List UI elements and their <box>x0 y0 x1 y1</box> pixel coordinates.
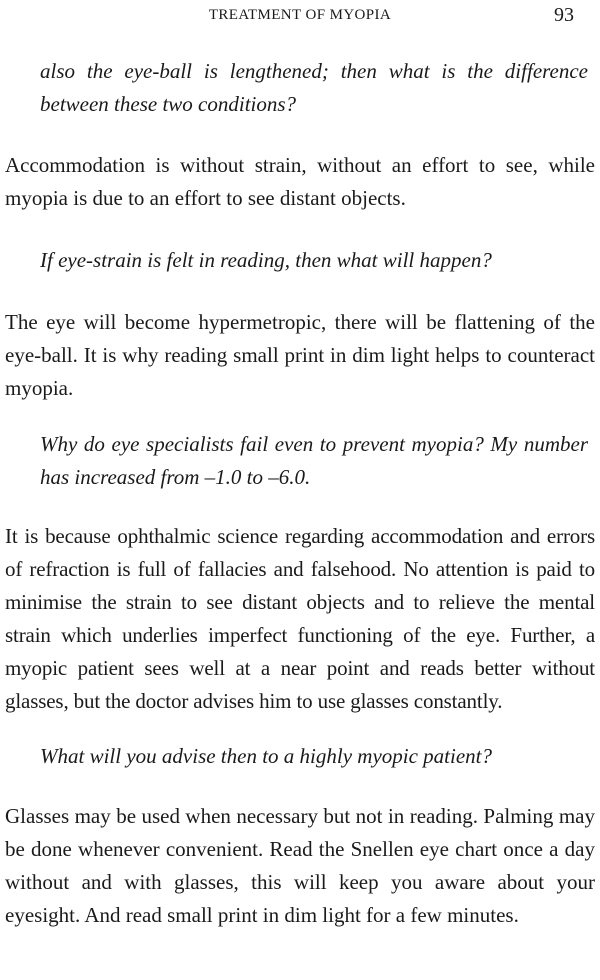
question-paragraph-4: What will you advise then to a highly myopic patient? <box>40 744 493 768</box>
answer-paragraph-4: Glasses may be used when necessary but not in reading. Palming may be done whenever convenient. Read the Snellen eye chart once a day without and with glasses, this will keep you aware about your eyesight. And read small print in dim light for a few minutes. <box>5 804 595 927</box>
answer-paragraph-2: The eye will become hypermetropic, there will be flattening of the eye-ball. It is why reading small print in dim light helps to counteract myopia. <box>5 310 595 400</box>
question-paragraph-3: Why do eye specialists fail even to prevent myopia? My number has increased from –1.0 to –6.0. <box>40 432 588 489</box>
answer-paragraph-1: Accommodation is without strain, without an effort to see, while myopia is due to an effort to see distant objects. <box>5 153 595 210</box>
running-title: TREATMENT OF MYOPIA <box>208 7 392 23</box>
question-paragraph-1: also the eye-ball is lengthened; then what is the difference between these two conditions? <box>40 59 588 116</box>
page-number: 93 <box>554 4 574 26</box>
page-header <box>0 4 600 28</box>
answer-paragraph-3: It is because ophthalmic science regarding accommodation and errors of refraction is full of fallacies and falsehood. No attention is paid to minimise the strain to see distant objects and to relieve the mental strain which underlies imperfect functioning of the eye. Further, a myopic patient sees well at a near point and reads better without glasses, but the doctor advises him to use glasses constantly. <box>5 524 595 713</box>
question-paragraph-2: If eye-strain is felt in reading, then what will happen? <box>40 248 492 272</box>
